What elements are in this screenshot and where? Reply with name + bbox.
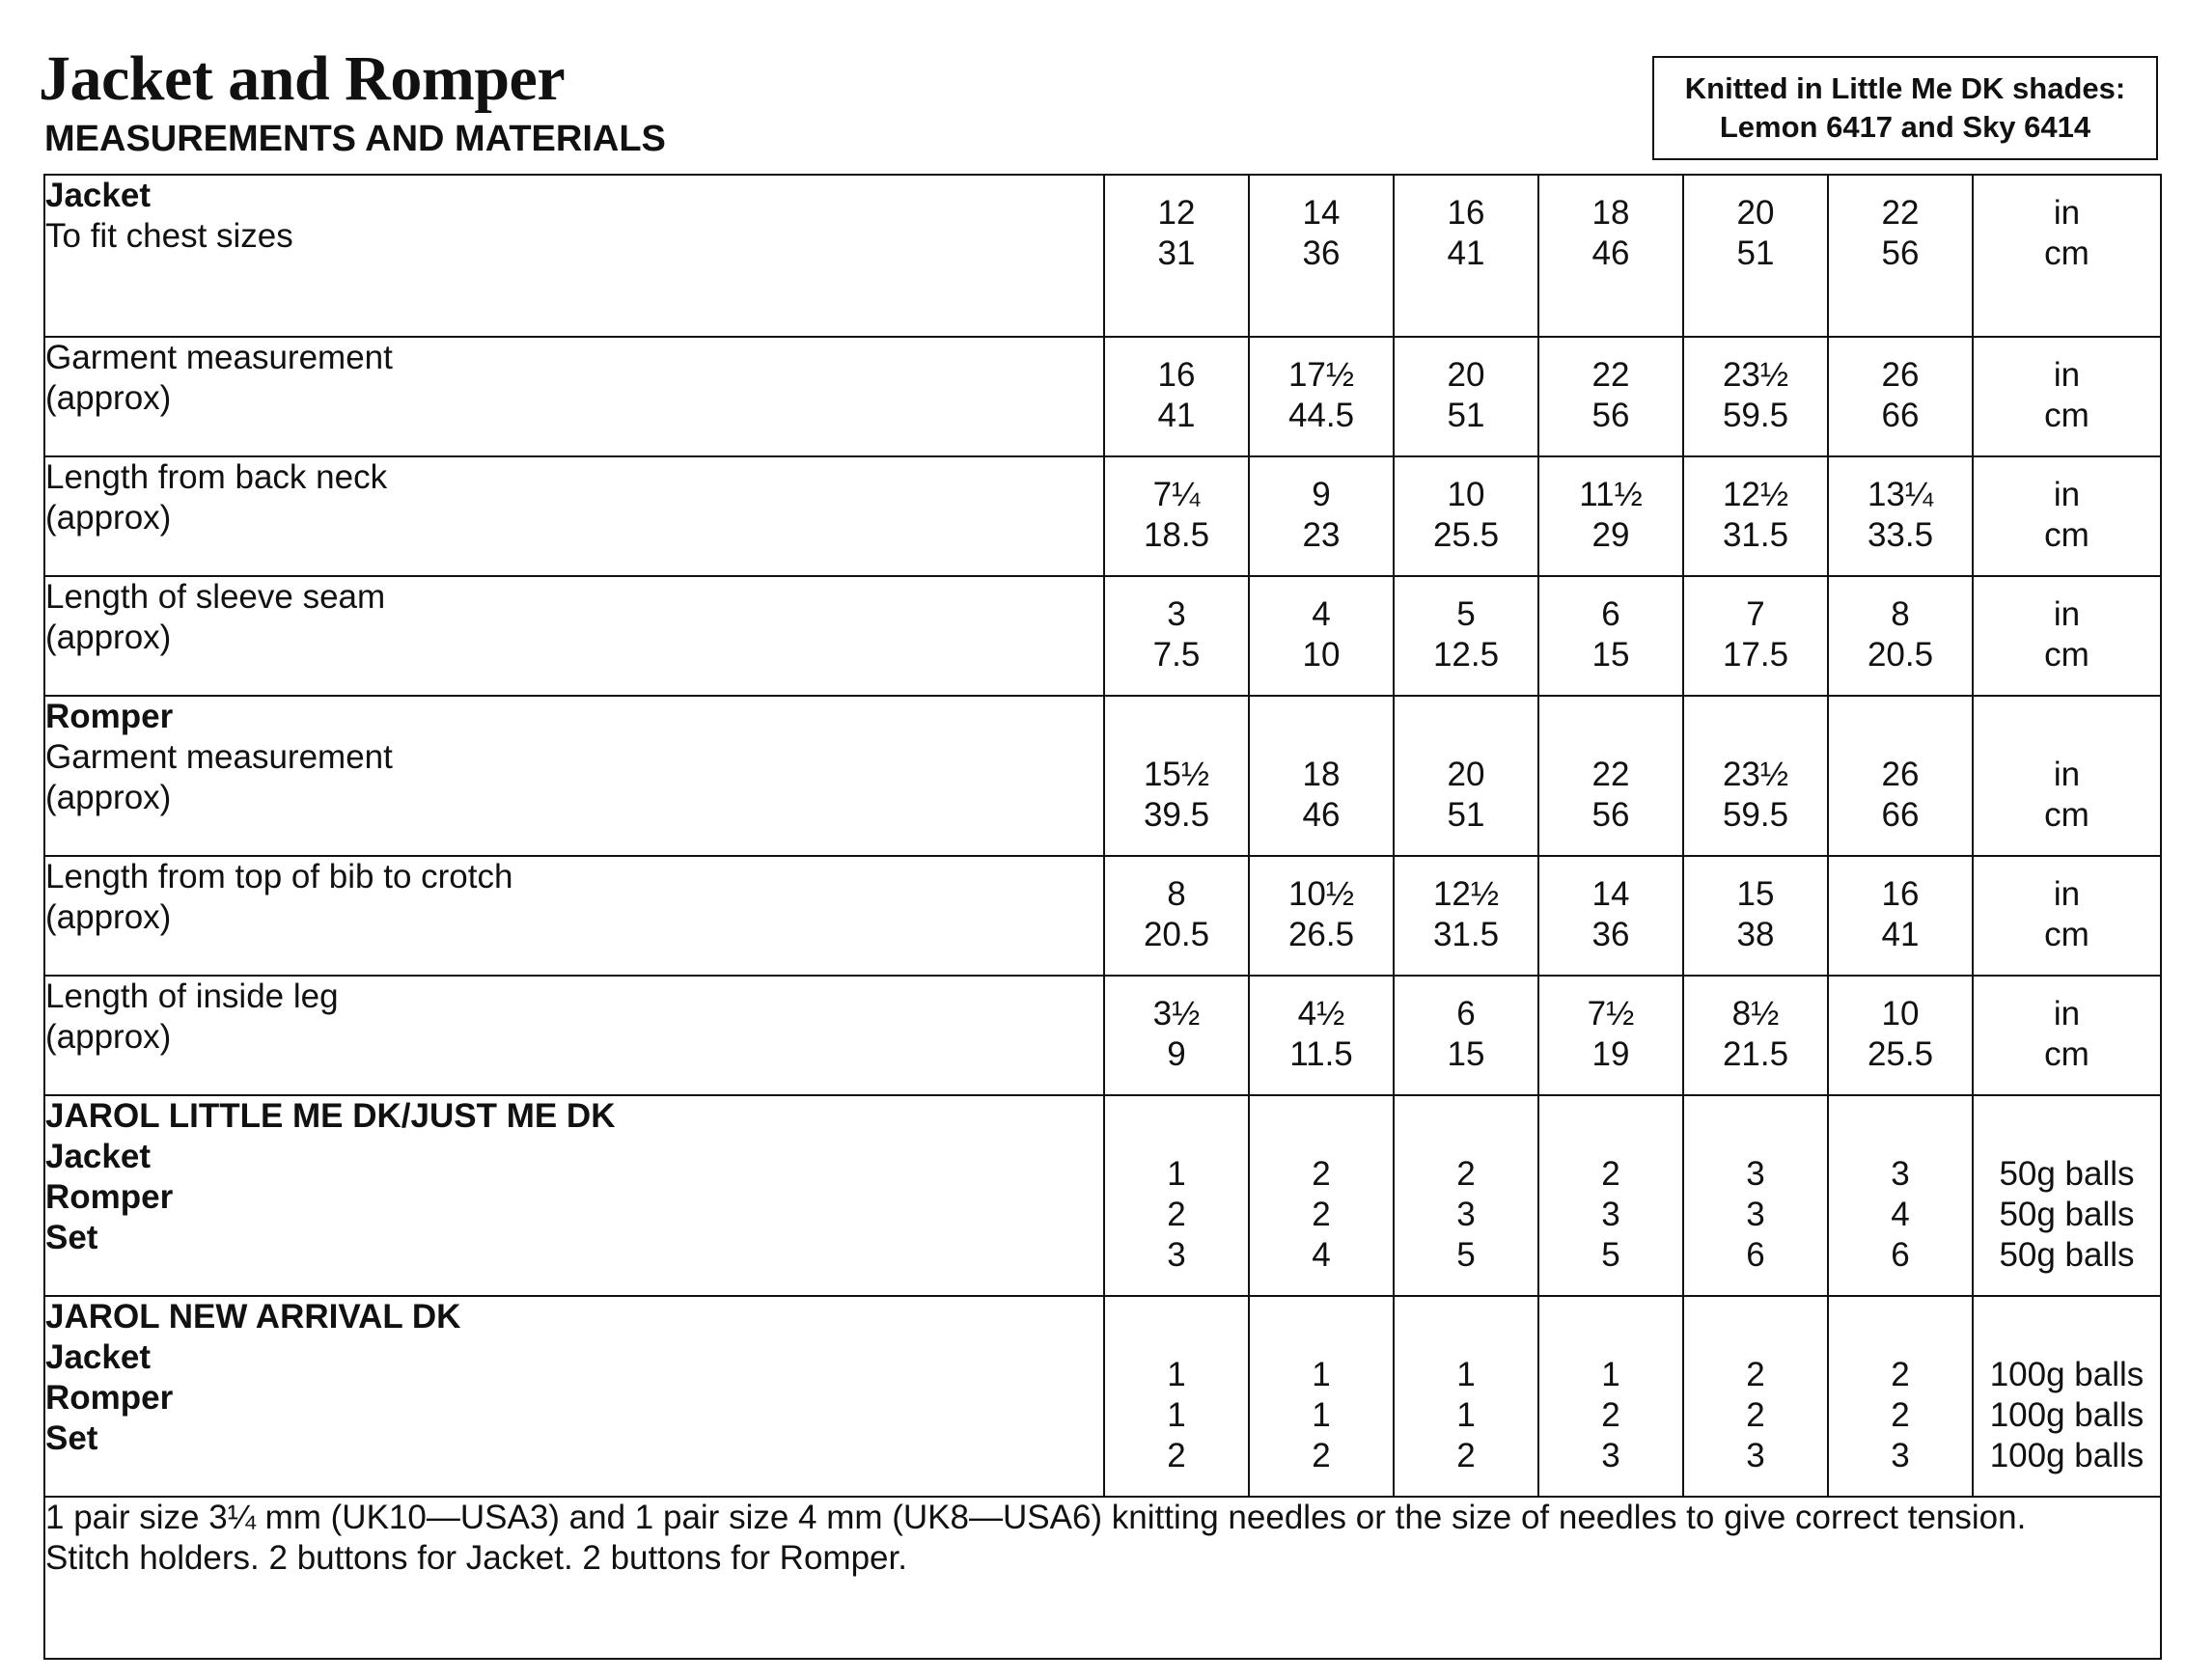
size-cell (1249, 696, 1394, 856)
unit-cell (1973, 337, 2161, 456)
size-cell-value: 6 (1456, 995, 1476, 1033)
size-cell-value: 20 (1736, 194, 1775, 232)
size-cell-value: 44.5 (1287, 397, 1355, 434)
size-cell-value: 5 (1601, 1236, 1620, 1274)
row-label-line: To fit chest sizes (45, 217, 293, 255)
row-label-line: Garment measurement (45, 738, 393, 776)
row-label-line: (approx) (45, 898, 172, 936)
size-cell-value: 31 (1157, 234, 1196, 272)
unit-cell (1973, 976, 2161, 1095)
size-cell-value: 25.5 (1867, 1035, 1934, 1073)
size-cell-value: 3 (1891, 1155, 1910, 1193)
size-cell-value: 9 (1312, 476, 1331, 513)
size-cell (1394, 1296, 1538, 1497)
size-cell-value: 46 (1591, 234, 1630, 272)
row-label-heading: Length from top of bib to crotch (45, 858, 513, 895)
size-cell (1828, 175, 1973, 337)
size-cell (1394, 576, 1538, 696)
size-cell-value: 22 (1591, 356, 1630, 394)
size-cell-value: 17.5 (1722, 636, 1789, 674)
size-cell (1104, 1095, 1249, 1296)
size-cell-value: 51 (1447, 397, 1485, 434)
size-cell (1104, 696, 1249, 856)
size-cell-value: 33.5 (1867, 516, 1934, 554)
measurements-table (43, 174, 2162, 1660)
size-cell-value: 2 (1601, 1155, 1620, 1193)
size-cell-value: 4 (1312, 1236, 1331, 1274)
size-cell-value: 2 (1456, 1155, 1476, 1193)
row-label (44, 1095, 1104, 1296)
size-cell-value: 46 (1302, 796, 1341, 834)
size-cell-value: 41 (1157, 397, 1196, 434)
size-cell-value: 23 (1302, 516, 1341, 554)
size-cell-value: 51 (1447, 796, 1485, 834)
size-cell-value: 3 (1167, 1236, 1186, 1274)
size-cell-value: 13¼ (1867, 476, 1934, 513)
size-cell-value: 1 (1456, 1356, 1476, 1393)
unit-cell-value: cm (2044, 916, 2089, 953)
size-cell (1104, 1296, 1249, 1497)
size-cell-value: 18.5 (1143, 516, 1210, 554)
size-cell-value: 23½ (1722, 356, 1789, 394)
unit-cell (1973, 576, 2161, 696)
unit-cell-value: cm (2044, 397, 2089, 434)
size-cell-value: 36 (1591, 916, 1630, 953)
size-cell-value: 56 (1881, 234, 1920, 272)
size-cell-value: 10 (1447, 476, 1485, 513)
size-cell (1249, 856, 1394, 976)
size-cell-value: 3 (1746, 1155, 1765, 1193)
row-label-line: Set (45, 1419, 98, 1457)
size-cell-value: 4 (1312, 595, 1331, 633)
size-cell-value: 15½ (1143, 756, 1210, 793)
size-cell-value: 2 (1167, 1437, 1186, 1474)
unit-cell-value: cm (2044, 516, 2089, 554)
unit-cell (1973, 1095, 2161, 1296)
unit-cell-value: cm (2044, 234, 2089, 272)
row-label (44, 175, 1104, 337)
size-cell (1683, 1095, 1828, 1296)
yarn-shades-box (1652, 56, 2158, 160)
size-cell-value: 1 (1601, 1356, 1620, 1393)
size-cell-value: 7 (1746, 595, 1765, 633)
size-cell (1394, 976, 1538, 1095)
size-cell-value: 51 (1736, 234, 1775, 272)
measurements-table-body (44, 175, 2161, 1497)
row-label-heading: Garment measurement (45, 339, 393, 376)
unit-cell-value: cm (2044, 1035, 2089, 1073)
size-cell (1538, 1296, 1683, 1497)
size-cell-value: 8 (1167, 875, 1186, 913)
size-cell-value: 6 (1746, 1236, 1765, 1274)
row-label-line: (approx) (45, 779, 172, 816)
size-cell-value: 26 (1881, 756, 1920, 793)
unit-cell-value: 50g balls (1999, 1196, 2135, 1233)
size-cell-value: 20.5 (1867, 636, 1934, 674)
size-cell-value: 8½ (1731, 995, 1780, 1033)
row-label-heading: JAROL NEW ARRIVAL DK (45, 1298, 461, 1336)
size-cell-value: 6 (1891, 1236, 1910, 1274)
size-cell (1683, 175, 1828, 337)
size-cell-value: 10 (1881, 995, 1920, 1033)
row-label-line: Romper (45, 1178, 174, 1216)
size-cell (1538, 696, 1683, 856)
size-cell-value: 15 (1591, 636, 1630, 674)
size-cell-value: 1 (1312, 1396, 1331, 1434)
size-cell-value: 3 (1601, 1437, 1620, 1474)
size-cell (1683, 337, 1828, 456)
page-subtitle: MEASUREMENTS AND MATERIALS (44, 119, 666, 159)
size-cell-value: 4 (1891, 1196, 1910, 1233)
row-label-line: Jacket (45, 1138, 151, 1175)
size-cell (1828, 696, 1973, 856)
table-row (44, 337, 2161, 456)
unit-cell-value: 50g balls (1999, 1155, 2135, 1193)
table-row (44, 576, 2161, 696)
unit-cell-value: in (2053, 194, 2081, 232)
size-cell (1683, 976, 1828, 1095)
size-cell-value: 38 (1736, 916, 1775, 953)
row-label-heading: Length from back neck (45, 458, 388, 496)
size-cell (1538, 976, 1683, 1095)
unit-cell-value: in (2053, 476, 2081, 513)
table-row (44, 1296, 2161, 1497)
row-label (44, 1296, 1104, 1497)
size-cell-value: 21.5 (1722, 1035, 1789, 1073)
size-cell-value: 25.5 (1432, 516, 1500, 554)
row-label (44, 456, 1104, 576)
size-cell-value: 3 (1456, 1196, 1476, 1233)
size-cell-value: 18 (1591, 194, 1630, 232)
size-cell-value: 20.5 (1143, 916, 1210, 953)
row-label (44, 337, 1104, 456)
size-cell-value: 2 (1746, 1396, 1765, 1434)
unit-cell-value: in (2053, 756, 2081, 793)
size-cell-value: 5 (1456, 1236, 1476, 1274)
size-cell-value: 1 (1167, 1396, 1186, 1434)
unit-cell-value: in (2053, 995, 2081, 1033)
size-cell-value: 2 (1891, 1356, 1910, 1393)
unit-cell-value: 50g balls (1999, 1236, 2135, 1274)
size-cell-value: 6 (1601, 595, 1620, 633)
size-cell-value: 2 (1456, 1437, 1476, 1474)
size-cell-value: 3 (1167, 595, 1186, 633)
size-cell (1683, 856, 1828, 976)
size-cell (1828, 1095, 1973, 1296)
size-cell-value: 3½ (1152, 995, 1201, 1033)
size-cell (1249, 175, 1394, 337)
size-cell-value: 19 (1591, 1035, 1630, 1073)
size-cell (1104, 976, 1249, 1095)
size-cell (1249, 976, 1394, 1095)
size-cell-value: 8 (1891, 595, 1910, 633)
unit-cell-value: 100g balls (1989, 1356, 2144, 1393)
size-cell (1538, 856, 1683, 976)
size-cell-value: 26 (1881, 356, 1920, 394)
size-cell-value: 10½ (1287, 875, 1355, 913)
size-cell (1394, 696, 1538, 856)
row-label-line: (approx) (45, 379, 172, 417)
size-cell-value: 14 (1591, 875, 1630, 913)
size-cell (1249, 456, 1394, 576)
size-cell (1394, 337, 1538, 456)
size-cell-value: 41 (1447, 234, 1485, 272)
size-cell (1828, 1296, 1973, 1497)
unit-cell (1973, 696, 2161, 856)
row-label-heading: Jacket (45, 177, 151, 214)
size-cell-value: 29 (1591, 516, 1630, 554)
table-row (44, 175, 2161, 337)
size-cell-value: 10 (1302, 636, 1341, 674)
size-cell (1249, 1095, 1394, 1296)
size-cell-value: 2 (1746, 1356, 1765, 1393)
size-cell-value: 26.5 (1287, 916, 1355, 953)
size-cell (1683, 696, 1828, 856)
unit-cell-value: in (2053, 875, 2081, 913)
size-cell-value: 2 (1312, 1437, 1331, 1474)
size-cell-value: 41 (1881, 916, 1920, 953)
size-cell (1104, 456, 1249, 576)
size-cell-value: 56 (1591, 796, 1630, 834)
size-cell-value: 15 (1736, 875, 1775, 913)
notes-row (44, 1497, 2161, 1659)
size-cell (1104, 175, 1249, 337)
size-cell (1538, 1095, 1683, 1296)
size-cell (1249, 337, 1394, 456)
size-cell-value: 1 (1456, 1396, 1476, 1434)
size-cell (1683, 1296, 1828, 1497)
row-label (44, 976, 1104, 1095)
row-label-heading: Romper (45, 698, 174, 735)
page-title: Jacket and Romper (39, 43, 566, 114)
unit-cell (1973, 1296, 2161, 1497)
size-cell-value: 5 (1456, 595, 1476, 633)
size-cell-value: 14 (1302, 194, 1341, 232)
needles-note: 1 pair size 3¼ mm (UK10—USA3) and 1 pair size 4 mm (UK8—USA6) knitting needles or the size of needles to give correct tension. (45, 1499, 2027, 1536)
size-cell-value: 23½ (1722, 756, 1789, 793)
size-cell-value: 66 (1881, 796, 1920, 834)
row-label-line: Jacket (45, 1338, 151, 1376)
table-row (44, 856, 2161, 976)
size-cell (1104, 576, 1249, 696)
size-cell-value: 2 (1312, 1155, 1331, 1193)
size-cell-value: 31.5 (1432, 916, 1500, 953)
size-cell (1828, 856, 1973, 976)
row-label-line: (approx) (45, 619, 172, 656)
size-cell-value: 59.5 (1722, 397, 1789, 434)
size-cell-value: 12½ (1722, 476, 1789, 513)
size-cell-value: 17½ (1287, 356, 1355, 394)
size-cell-value: 11½ (1579, 476, 1643, 513)
size-cell (1249, 576, 1394, 696)
shades-line-2: Lemon 6417 and Sky 6414 (1719, 110, 2091, 144)
extras-note: Stitch holders. 2 buttons for Jacket. 2 buttons for Romper. (45, 1539, 907, 1577)
size-cell-value: 11.5 (1289, 1035, 1353, 1073)
size-cell-value: 16 (1881, 875, 1920, 913)
size-cell-value: 7½ (1587, 995, 1635, 1033)
size-cell-value: 1 (1167, 1155, 1186, 1193)
size-cell-value: 3 (1746, 1196, 1765, 1233)
size-cell-value: 22 (1881, 194, 1920, 232)
unit-cell-value: in (2053, 595, 2081, 633)
size-cell-value: 7.5 (1152, 636, 1201, 674)
size-cell-value: 12 (1157, 194, 1196, 232)
size-cell (1538, 576, 1683, 696)
size-cell-value: 2 (1601, 1396, 1620, 1434)
size-cell (1394, 456, 1538, 576)
size-cell-value: 2 (1167, 1196, 1186, 1233)
size-cell-value: 1 (1167, 1356, 1186, 1393)
size-cell (1394, 1095, 1538, 1296)
table-row (44, 696, 2161, 856)
shades-line-1: Knitted in Little Me DK shades: (1684, 71, 2126, 105)
size-cell (1828, 976, 1973, 1095)
size-cell (1104, 337, 1249, 456)
size-cell (1538, 456, 1683, 576)
size-cell-value: 12½ (1432, 875, 1500, 913)
size-cell-value: 66 (1881, 397, 1920, 434)
row-label-line: Romper (45, 1379, 174, 1417)
size-cell (1104, 856, 1249, 976)
size-cell-value: 7¼ (1152, 476, 1201, 513)
size-cell-value: 2 (1891, 1396, 1910, 1434)
row-label (44, 576, 1104, 696)
size-cell-value: 16 (1157, 356, 1196, 394)
row-label-line: (approx) (45, 1018, 172, 1056)
size-cell-value: 39.5 (1143, 796, 1210, 834)
size-cell-value: 18 (1302, 756, 1341, 793)
unit-cell (1973, 456, 2161, 576)
size-cell-value: 1 (1312, 1356, 1331, 1393)
size-cell-value: 9 (1167, 1035, 1186, 1073)
size-cell-value: 59.5 (1722, 796, 1789, 834)
size-cell (1249, 1296, 1394, 1497)
unit-cell (1973, 175, 2161, 337)
size-cell-value: 16 (1447, 194, 1485, 232)
unit-cell-value: 100g balls (1989, 1396, 2144, 1434)
size-cell (1394, 175, 1538, 337)
size-cell (1538, 175, 1683, 337)
row-label-line: Set (45, 1219, 98, 1256)
size-cell-value: 15 (1447, 1035, 1485, 1073)
size-cell (1828, 576, 1973, 696)
size-cell (1538, 337, 1683, 456)
row-label-heading: Length of inside leg (45, 978, 339, 1015)
row-label-heading: JAROL LITTLE ME DK/JUST ME DK (45, 1097, 616, 1135)
size-cell-value: 20 (1447, 756, 1485, 793)
size-cell-value: 36 (1302, 234, 1341, 272)
size-cell (1683, 456, 1828, 576)
table-row (44, 976, 2161, 1095)
unit-cell-value: cm (2044, 796, 2089, 834)
size-cell-value: 22 (1591, 756, 1630, 793)
size-cell-value: 4½ (1297, 995, 1345, 1033)
size-cell-value: 2 (1312, 1196, 1331, 1233)
table-row (44, 456, 2161, 576)
row-label (44, 696, 1104, 856)
unit-cell-value: in (2053, 356, 2081, 394)
unit-cell-value: 100g balls (1989, 1437, 2144, 1474)
unit-cell (1973, 856, 2161, 976)
size-cell-value: 3 (1746, 1437, 1765, 1474)
row-label-line: (approx) (45, 499, 172, 537)
size-cell-value: 20 (1447, 356, 1485, 394)
size-cell-value: 56 (1591, 397, 1630, 434)
size-cell-value: 31.5 (1722, 516, 1789, 554)
row-label (44, 856, 1104, 976)
size-cell-value: 3 (1601, 1196, 1620, 1233)
size-cell (1828, 337, 1973, 456)
size-cell-value: 12.5 (1432, 636, 1500, 674)
size-cell-value: 3 (1891, 1437, 1910, 1474)
size-cell (1828, 456, 1973, 576)
row-label-heading: Length of sleeve seam (45, 578, 386, 616)
size-cell (1394, 856, 1538, 976)
materials-notes (44, 1497, 2161, 1659)
size-cell (1683, 576, 1828, 696)
unit-cell-value: cm (2044, 636, 2089, 674)
table-row (44, 1095, 2161, 1296)
